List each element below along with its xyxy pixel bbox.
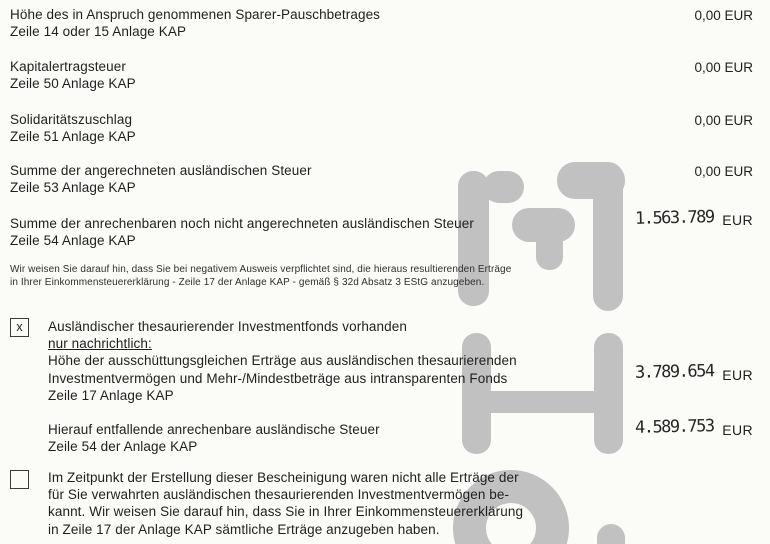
fund-section-body-line: Zeile 17 Anlage KAP (48, 387, 174, 403)
row-subline: Zeile 50 Anlage KAP (10, 76, 136, 92)
unknown-section-line: kannt. Wir weisen Sie darauf hin, dass Sie in Ihrer Einkommensteuererklärung (48, 504, 524, 520)
row-kapitalertragsteuer (10, 58, 136, 92)
fund-section-heading: Ausländischer thesaurierender Investmentfonds vorhanden (48, 319, 407, 334)
unknown-section-text (48, 469, 523, 538)
note-line: Wir weisen Sie darauf hin, dass Sie bei negativem Ausweis verpflichtet sind, die hieraus resultierenden Erträge (10, 264, 512, 275)
fund-section-body-line: Höhe der ausschüttungsgleichen Erträge aus ausländischen thesaurierenden (48, 353, 517, 369)
row-hierauf-entfallende-steuer (48, 421, 380, 455)
row-label: Summe der anrechenbaren noch nicht angerechneten ausländischen Steuer (10, 216, 474, 231)
row-subline: Zeile 53 Anlage KAP (10, 180, 136, 196)
checkbox-investmentfonds (10, 318, 29, 337)
checkbox-ertraege-unbekannt (10, 470, 29, 489)
unknown-section-line: für Sie verwahrten ausländischen thesaurierenden Investmentvermögen be- (48, 487, 510, 503)
row-value: 0,00 EUR (694, 8, 753, 23)
row-label: Solidaritätszuschlag (10, 112, 133, 127)
row-value: 0,00 EUR (694, 113, 753, 128)
currency-label: EUR (722, 422, 753, 438)
row-solidaritaetszuschlag (10, 111, 136, 145)
fund-section-text (48, 318, 517, 404)
note-line: in Ihrer Einkommensteuererklärung - Zeile 17 der Anlage KAP - gemäß § 32d Absatz 3 EStG anzugeben. (10, 277, 485, 288)
row-value: 0,00 EUR (694, 164, 753, 179)
row-value: 0,00 EUR (694, 60, 753, 75)
handwritten-amount: 4.589.753 (635, 416, 715, 438)
currency-label: EUR (722, 367, 753, 383)
fund-section-body-line: Investmentvermögen und Mehr-/Mindestbeträge aus intransparenten Fonds (48, 370, 508, 386)
row-sparer-pauschbetrag (10, 6, 380, 40)
row-subline: Zeile 54 der Anlage KAP (48, 439, 198, 455)
row-label: Kapitalertragsteuer (10, 59, 126, 74)
checkbox-mark: x (16, 320, 23, 334)
handwritten-amount: 1.563.789 (635, 207, 715, 229)
row-angerechnete-steuer (10, 162, 312, 196)
fund-section-subheading: nur nachrichtlich: (48, 336, 152, 352)
row-anrechenbare-steuer (10, 215, 474, 249)
unknown-section-line: Im Zeitpunkt der Erstellung dieser Bescheinigung waren nicht alle Erträge der (48, 470, 519, 485)
unknown-section-line: in Zeile 17 der Anlage KAP sämtliche Erträge anzugeben haben. (48, 521, 440, 537)
row-label: Hierauf entfallende anrechenbare ausländische Steuer (48, 422, 380, 437)
row-label: Höhe des in Anspruch genommenen Sparer-Pauschbetrages (10, 7, 381, 22)
handwritten-amount: 3.789.654 (635, 361, 715, 383)
row-label: Summe der angerechneten ausländischen Steuer (10, 163, 312, 178)
currency-label: EUR (722, 212, 753, 228)
row-subline: Zeile 51 Anlage KAP (10, 129, 136, 145)
negative-ausweis-note (10, 263, 511, 289)
row-subline: Zeile 14 oder 15 Anlage KAP (10, 24, 187, 40)
row-subline: Zeile 54 Anlage KAP (10, 233, 136, 249)
